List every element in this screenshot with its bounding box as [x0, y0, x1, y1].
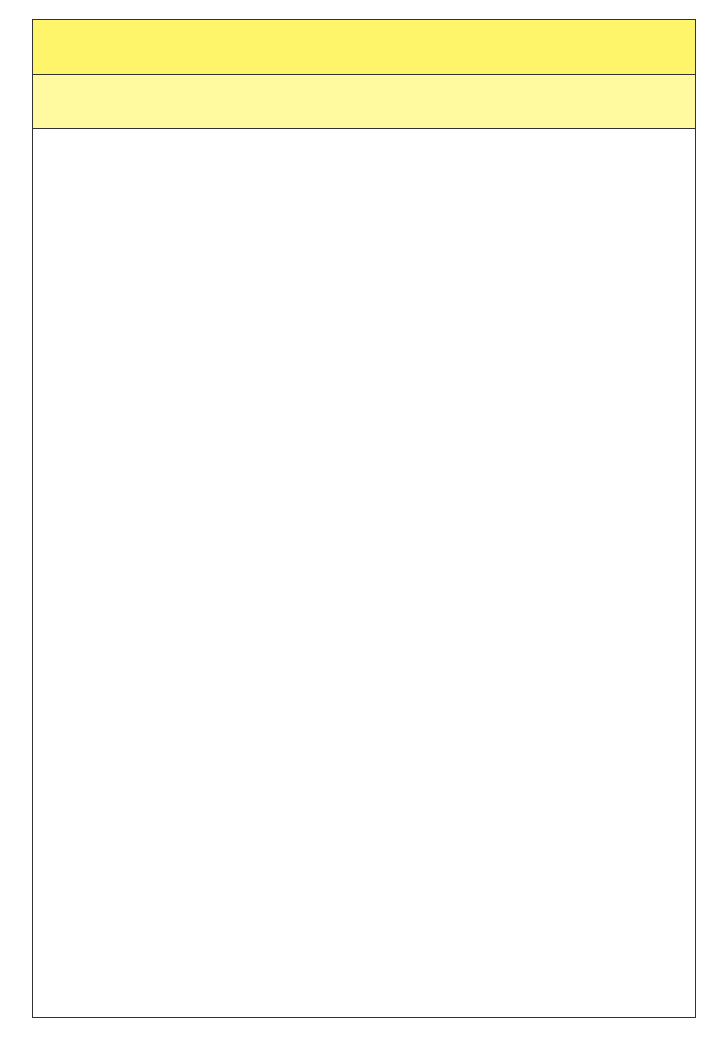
decorative-border-left	[0, 20, 32, 1018]
decorative-border-bottom	[0, 1018, 720, 1040]
decorative-border-right	[696, 20, 720, 1018]
grade-sheet	[32, 19, 696, 1018]
page-title	[33, 20, 695, 75]
decorative-border-top	[0, 0, 720, 20]
trimester-subtitle	[33, 75, 695, 129]
